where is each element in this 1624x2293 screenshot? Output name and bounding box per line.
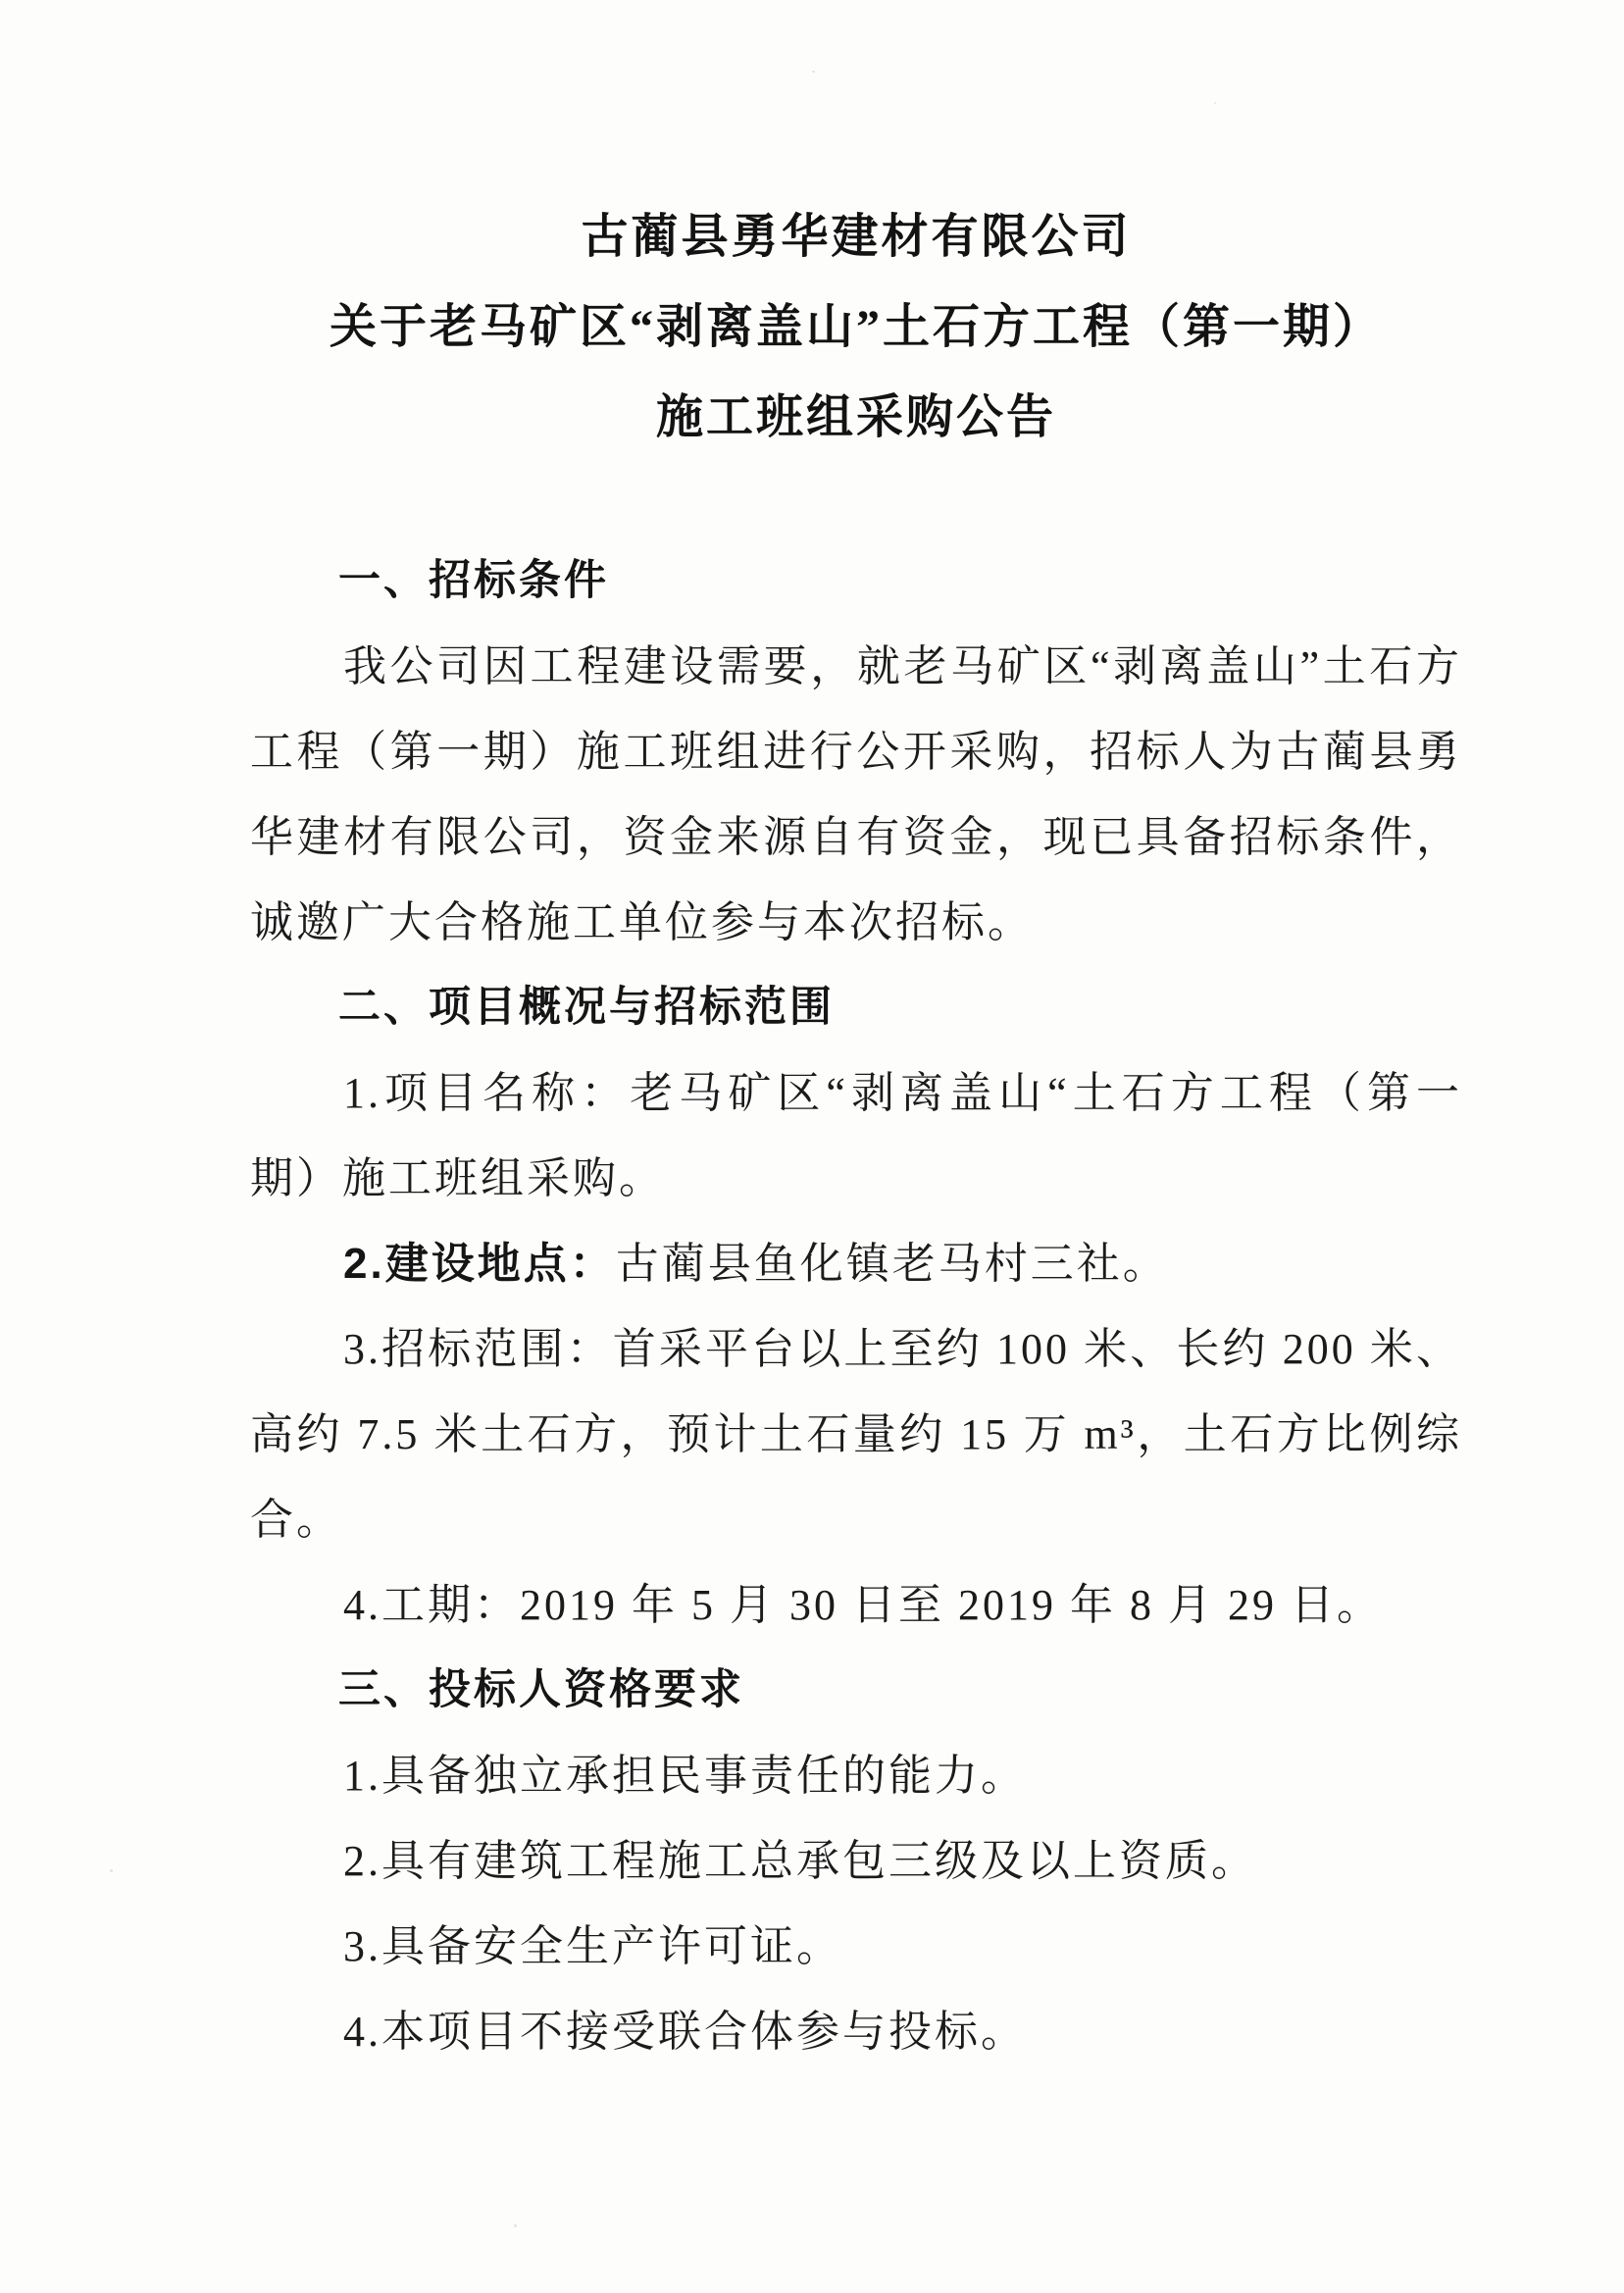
paragraph-text: 2.具有建筑工程施工总承包三级及以上资质。: [343, 1837, 1257, 1885]
section-3-paragraph-2: [250, 1818, 1462, 1904]
section-3-paragraph-1: [250, 1733, 1462, 1818]
section-2-paragraph-2: [250, 1221, 1462, 1306]
section-1-heading: 一、招标条件: [338, 557, 609, 604]
paragraph-text: 1.项目名称：老马矿区“剥离盖山“土石方工程（第一期）施工班组采购。: [250, 1069, 1462, 1202]
section-2-paragraph-1: [250, 1050, 1462, 1221]
section-2-heading: 二、项目概况与招标范围: [338, 984, 835, 1031]
title-line-company: 古蔺县勇华建材有限公司: [581, 211, 1132, 263]
paragraph-text: 3.具备安全生产许可证。: [343, 1922, 842, 1970]
section-3-paragraph-3: [250, 1904, 1462, 1989]
paragraph-label: 2.建设地点：: [343, 1240, 616, 1288]
paragraph-text: 古蔺县鱼化镇老马村三社。: [615, 1240, 1169, 1288]
section-2-paragraph-4: [250, 1562, 1462, 1648]
paragraph-text: 4.工期：2019 年 5 月 30 日至 2019 年 8 月 29 日。: [343, 1581, 1383, 1629]
scan-speck: [110, 1869, 113, 1872]
title-line-announcement: 施工班组采购公告: [655, 391, 1056, 443]
scan-speck: [1214, 102, 1216, 104]
scan-speck: [514, 2224, 517, 2227]
paragraph-text: 3.招标范围：首采平台以上至约 100 米、长约 200 米、高约 7.5 米土石方，预计土石量约 15 万 m³，土石方比例综合。: [250, 1325, 1462, 1544]
section-1-paragraph-1: [250, 624, 1462, 965]
document-title: [250, 192, 1462, 463]
section-3-paragraph-4: [250, 1989, 1462, 2074]
paragraph-text: 4.本项目不接受联合体参与投标。: [343, 2008, 1027, 2056]
document-body: [250, 538, 1462, 2074]
scan-speck: [812, 71, 815, 73]
paragraph-text: 1.具备独立承担民事责任的能力。: [343, 1752, 1027, 1800]
section-3-heading: 三、投标人资格要求: [338, 1666, 744, 1713]
section-2-paragraph-3: [250, 1306, 1462, 1562]
title-line-project: 关于老马矿区“剥离盖山”土石方工程（第一期）: [329, 301, 1383, 353]
paragraph-text: 我公司因工程建设需要，就老马矿区“剥离盖山”土石方工程（第一期）施工班组进行公开采购，招标人为古蔺县勇华建材有限公司，资金来源自有资金，现已具备招标条件，诚邀广大合格施工单位参与本次招标。: [250, 642, 1462, 946]
